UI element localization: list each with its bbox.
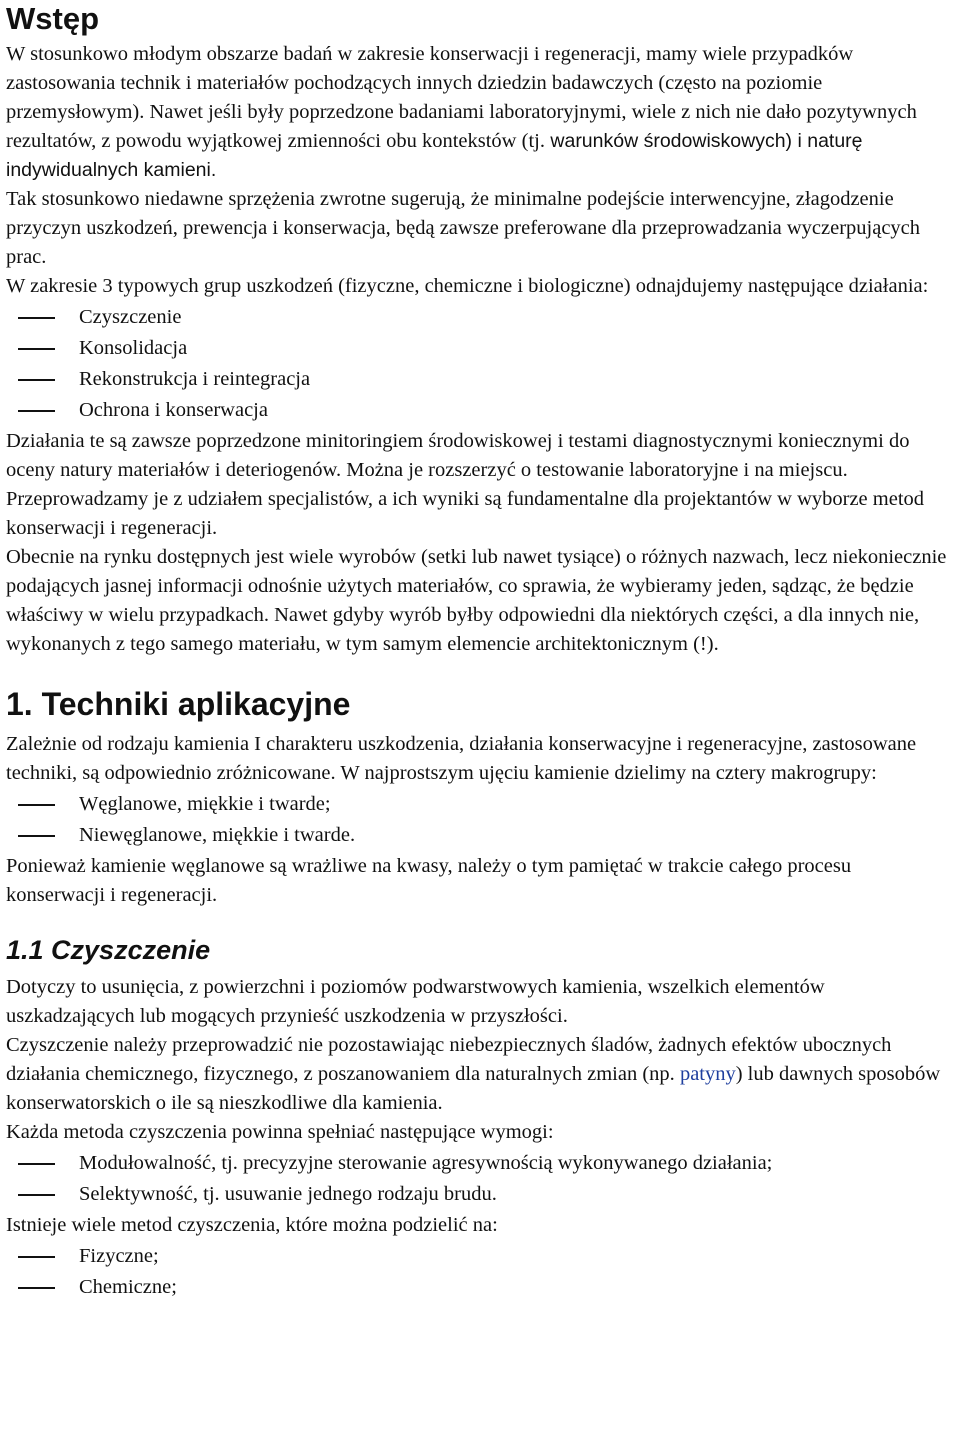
intro-paragraph-5: Obecnie na rynku dostępnych jest wiele wyrobów (setki lub nawet tysiące) o różnych nazwach, lecz niekoniecznie podających jasnej informacji odnośnie użytych materiałów, co sprawia, że wybieramy jeden, sądząc, że będzie właściwy w wielu przypadkach. Nawet gdyby wyrób byłby odpowiedni dla niektórych części, a dla innych nie, wykonanych z tego samego materiału, w tym samym elemencie architektonicznym (!).: [6, 546, 947, 655]
section11-paragraph-4: Istnieje wiele metod czyszczenia, które można podzielić na:: [6, 1214, 498, 1236]
list-item: Ochrona i konserwacja: [6, 395, 954, 426]
list-item: Rekonstrukcja i reintegracja: [6, 364, 954, 395]
intro-paragraph-1-sans: warunków środowiskowych) i naturę indywidualnych kamieni.: [6, 130, 863, 181]
heading-techniki-aplikacyjne: 1. Techniki aplikacyjne: [6, 686, 351, 722]
list-item: Chemiczne;: [6, 1272, 954, 1303]
intro-paragraph-3: W zakresie 3 typowych grup uszkodzeń (fizyczne, chemiczne i biologiczne) odnajdujemy następujące działania:: [6, 275, 929, 297]
list-item: Selektywność, tj. usuwanie jednego rodzaju brudu.: [6, 1179, 954, 1210]
section11-paragraph-2-start: Czyszczenie należy przeprowadzić nie pozostawiając niebezpiecznych śladów, żadnych efektów ubocznych działania chemicznego, fizycznego, z poszanowaniem dla naturalnych zmian (np.: [6, 1034, 892, 1085]
list-item: Czyszczenie: [6, 302, 954, 333]
intro-paragraph-4: Działania te są zawsze poprzedzone minitoringiem środowiskowej i testami diagnostycznymi koniecznymi do oceny natury materiałów i deteriogenów. Można je rozszerzyć o testowanie laboratoryjne i na miejscu. Przeprowadzamy je z udziałem specjalistów, a ich wyniki są fundamentalne dla projektantów w wyborze metod konserwacji i regeneracji.: [6, 430, 925, 539]
list-item: Niewęglanowe, miękkie i twarde.: [6, 820, 954, 851]
heading-wstep: Wstęp: [6, 1, 99, 36]
list-item: Fizyczne;: [6, 1241, 954, 1272]
intro-paragraph-1-serif: W stosunkowo młodym obszarze badań w zakresie konserwacji i regeneracji, mamy wiele przypadków zastosowania technik i materiałów pochodzących innych dziedzin badawczych (często na poziomie przemysłowym). Nawet jeśli były poprzedzone badaniami laboratoryjnymi, wiele z nich nie dało pozytywnych rezultatów, z powodu wyjątkowej zmienności obu kontekstów (tj.: [6, 43, 917, 152]
methods-list: [6, 1241, 954, 1303]
list-item: Modułowalność, tj. precyzyjne sterowanie agresywnością wykonywanego działania;: [6, 1148, 954, 1179]
patyny-link[interactable]: patyny: [679, 1063, 736, 1085]
list-item: Węglanowe, miękkie i twarde;: [6, 789, 954, 820]
intro-paragraph-2: Tak stosunkowo niedawne sprzężenia zwrotne sugerują, że minimalne podejście interwencyjne, złagodzenie przyczyn uszkodzeń, prewencja i konserwacja, będą zawsze preferowane dla przeprowadzania wyczerpujących prac.: [6, 188, 921, 268]
list-item: Konsolidacja: [6, 333, 954, 364]
section11-paragraph-2: [6, 1031, 954, 1118]
section11-paragraph-3: Każda metoda czyszczenia powinna spełniać następujące wymogi:: [6, 1121, 554, 1143]
section1-paragraph-2: Ponieważ kamienie węglanowe są wrażliwe na kwasy, należy o tym pamiętać w trakcie całego procesu konserwacji i regeneracji.: [6, 855, 852, 906]
requirements-list: [6, 1148, 954, 1210]
heading-czyszczenie: 1.1 Czyszczenie: [6, 935, 211, 965]
actions-list: [6, 302, 954, 426]
section11-paragraph-2-end: ) lub dawnych sposobów konserwatorskich o ile są nieszkodliwe dla kamienia.: [6, 1063, 941, 1114]
intro-paragraph-1: [6, 40, 954, 185]
stone-groups-list: [6, 789, 954, 851]
section1-paragraph-1: Zależnie od rodzaju kamienia I charakteru uszkodzenia, działania konserwacyjne i regeneracyjne, zastosowane techniki, są odpowiednio zróżnicowane. W najprostszym ujęciu kamienie dzielimy na cztery makrogrupy:: [6, 733, 917, 784]
section11-paragraph-1: Dotyczy to usunięcia, z powierzchni i poziomów podwarstwowych kamienia, wszelkich elementów uszkadzających lub mogących przynieść uszkodzenia w przyszłości.: [6, 976, 825, 1027]
